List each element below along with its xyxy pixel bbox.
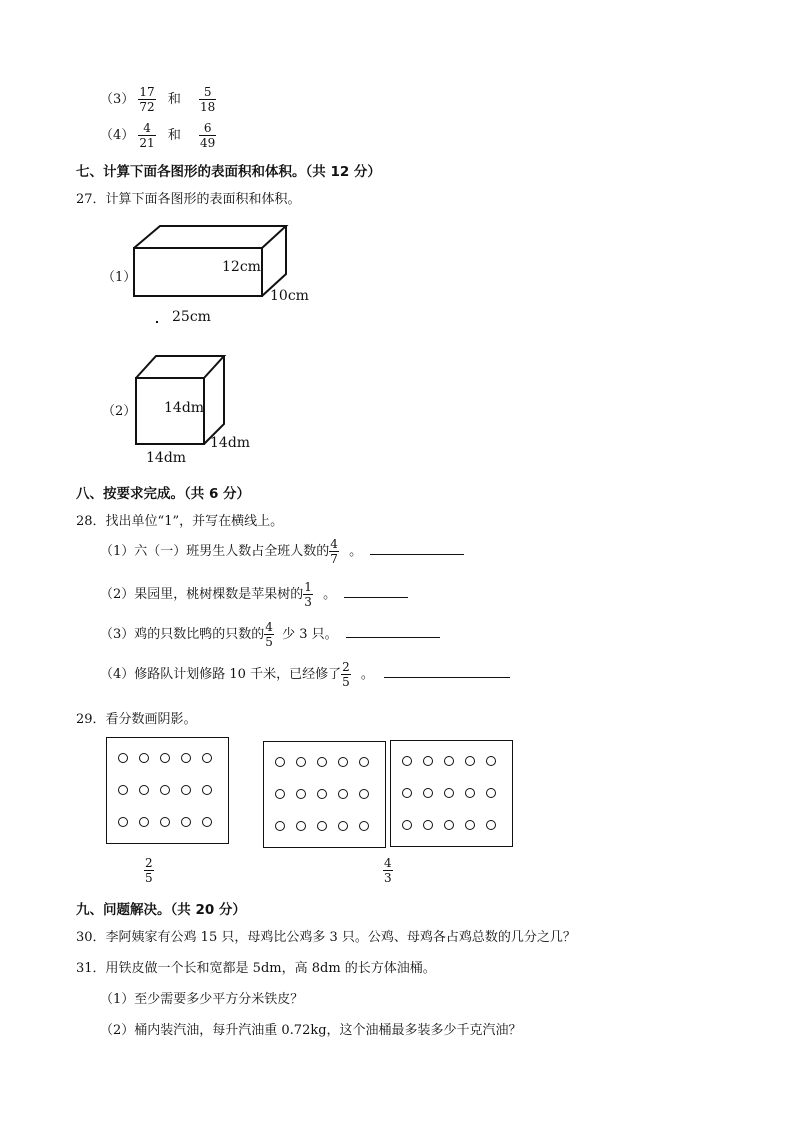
question-31-part-2: （2）桶内装汽油，每升汽油重 0.72kg，这个油桶最多装多少千克汽油？ bbox=[100, 1023, 522, 1038]
grid-circle[interactable] bbox=[402, 820, 412, 830]
grid-circle[interactable] bbox=[359, 757, 369, 767]
item-label: （4） bbox=[100, 128, 135, 143]
grid-circle[interactable] bbox=[486, 820, 496, 830]
figure-2-label: （2） bbox=[102, 404, 137, 419]
dot-grid-b1[interactable] bbox=[263, 741, 386, 848]
grid-circle[interactable] bbox=[118, 785, 128, 795]
question-29: 29．看分数画阴影。 bbox=[76, 712, 197, 727]
grid-circle[interactable] bbox=[160, 753, 170, 763]
grid-circle[interactable] bbox=[317, 789, 327, 799]
fraction: $\frac{4}{7}$ bbox=[330, 537, 338, 566]
grid-circle[interactable] bbox=[296, 821, 306, 831]
section-7-title: 七、计算下面各图形的表面积和体积。（共 12 分） bbox=[76, 164, 381, 180]
grid-circle[interactable] bbox=[402, 756, 412, 766]
q28-item-1: （1）六（一）班男生人数占全班人数的 $\frac{4}{7}$ 。 bbox=[100, 538, 464, 565]
question-28: 28．找出单位“1”，并写在横线上。 bbox=[76, 514, 284, 529]
grid-circle[interactable] bbox=[444, 788, 454, 798]
grid-circle[interactable] bbox=[465, 820, 475, 830]
grid-circle[interactable] bbox=[160, 785, 170, 795]
grid-circle[interactable] bbox=[402, 788, 412, 798]
grid-circle[interactable] bbox=[423, 756, 433, 766]
question-31-part-1: （1）至少需要多少平方分米铁皮？ bbox=[100, 992, 304, 1007]
cube-depth-label: 14dm bbox=[210, 435, 251, 451]
fraction: $\frac{1}{3}$ bbox=[304, 580, 312, 609]
section-8-title: 八、按要求完成。（共 6 分） bbox=[76, 486, 251, 502]
grid-circle[interactable] bbox=[275, 821, 285, 831]
grid-circle[interactable] bbox=[444, 756, 454, 766]
fraction: $\frac{17}{72}$ bbox=[139, 85, 155, 114]
question-27: 27．计算下面各图形的表面积和体积。 bbox=[76, 192, 301, 207]
question-31: 31．用铁皮做一个长和宽都是 5dm，高 8dm 的长方体油桶。 bbox=[76, 961, 436, 976]
grid-circle[interactable] bbox=[118, 753, 128, 763]
grid-circle[interactable] bbox=[338, 821, 348, 831]
grid-circle[interactable] bbox=[202, 785, 212, 795]
grid-circle[interactable] bbox=[118, 817, 128, 827]
grid-circle[interactable] bbox=[465, 756, 475, 766]
answer-blank[interactable] bbox=[370, 542, 464, 555]
fraction: $\frac{2}{5}$ bbox=[342, 660, 350, 689]
answer-blank[interactable] bbox=[384, 665, 510, 678]
grid-circle[interactable] bbox=[275, 757, 285, 767]
grid-circle[interactable] bbox=[275, 789, 285, 799]
and-word: 和 bbox=[167, 92, 181, 107]
compare-item-3 bbox=[100, 86, 216, 113]
grid-circle[interactable] bbox=[139, 817, 149, 827]
answer-blank[interactable] bbox=[344, 585, 408, 598]
fraction: $\frac{4}{5}$ bbox=[265, 620, 273, 649]
grid-circle[interactable] bbox=[296, 757, 306, 767]
fraction: $\frac{6}{49}$ bbox=[200, 121, 216, 150]
figure-1-label: （1） bbox=[102, 270, 137, 285]
and-word: 和 bbox=[167, 128, 181, 143]
grid-circle[interactable] bbox=[202, 753, 212, 763]
cube-length-label: 14dm bbox=[146, 450, 187, 466]
grid-circle[interactable] bbox=[423, 820, 433, 830]
dot-mark bbox=[156, 321, 158, 323]
fraction: $\frac{5}{18}$ bbox=[200, 85, 216, 114]
grid-circle[interactable] bbox=[202, 817, 212, 827]
section-9-title: 九、问题解决。（共 20 分） bbox=[76, 902, 246, 918]
fraction: $\frac{4}{21}$ bbox=[139, 121, 155, 150]
grid-circle[interactable] bbox=[338, 789, 348, 799]
dot-grid-b2[interactable] bbox=[390, 740, 513, 847]
cuboid-length-label: 25cm bbox=[172, 309, 211, 325]
grid-circle[interactable] bbox=[317, 821, 327, 831]
grid-circle[interactable] bbox=[444, 820, 454, 830]
grid-circle[interactable] bbox=[181, 817, 191, 827]
cuboid-height-label: 12cm bbox=[222, 259, 261, 275]
item-label: （3） bbox=[100, 92, 135, 107]
grid-circle[interactable] bbox=[486, 756, 496, 766]
compare-item-4 bbox=[100, 122, 216, 149]
fraction-label-a: $\frac{2}{5}$ bbox=[145, 856, 153, 885]
grid-circle[interactable] bbox=[296, 789, 306, 799]
grid-circle[interactable] bbox=[160, 817, 170, 827]
cuboid-depth-label: 10cm bbox=[270, 288, 309, 304]
q28-item-4: （4）修路队计划修路 10 千米，已经修了 $\frac{2}{5}$ 。 bbox=[100, 661, 510, 688]
grid-circle[interactable] bbox=[359, 821, 369, 831]
grid-circle[interactable] bbox=[423, 788, 433, 798]
q28-item-3: （3）鸡的只数比鸭的只数的 $\frac{4}{5}$ 少 3 只。 bbox=[100, 621, 440, 648]
grid-circle[interactable] bbox=[465, 788, 475, 798]
grid-circle[interactable] bbox=[181, 785, 191, 795]
grid-circle[interactable] bbox=[359, 789, 369, 799]
answer-blank[interactable] bbox=[346, 625, 440, 638]
grid-circle[interactable] bbox=[181, 753, 191, 763]
fraction-label-b: $\frac{4}{3}$ bbox=[384, 856, 392, 885]
grid-circle[interactable] bbox=[338, 757, 348, 767]
cube-height-label: 14dm bbox=[164, 400, 205, 416]
grid-circle[interactable] bbox=[486, 788, 496, 798]
q28-item-2: （2）果园里，桃树棵数是苹果树的 $\frac{1}{3}$ 。 bbox=[100, 581, 408, 608]
dot-grid-a[interactable] bbox=[106, 737, 229, 844]
grid-circle[interactable] bbox=[139, 785, 149, 795]
question-30: 30．李阿姨家有公鸡 15 只，母鸡比公鸡多 3 只。公鸡、母鸡各占鸡总数的几分之几？ bbox=[76, 930, 576, 945]
grid-circle[interactable] bbox=[139, 753, 149, 763]
grid-circle[interactable] bbox=[317, 757, 327, 767]
